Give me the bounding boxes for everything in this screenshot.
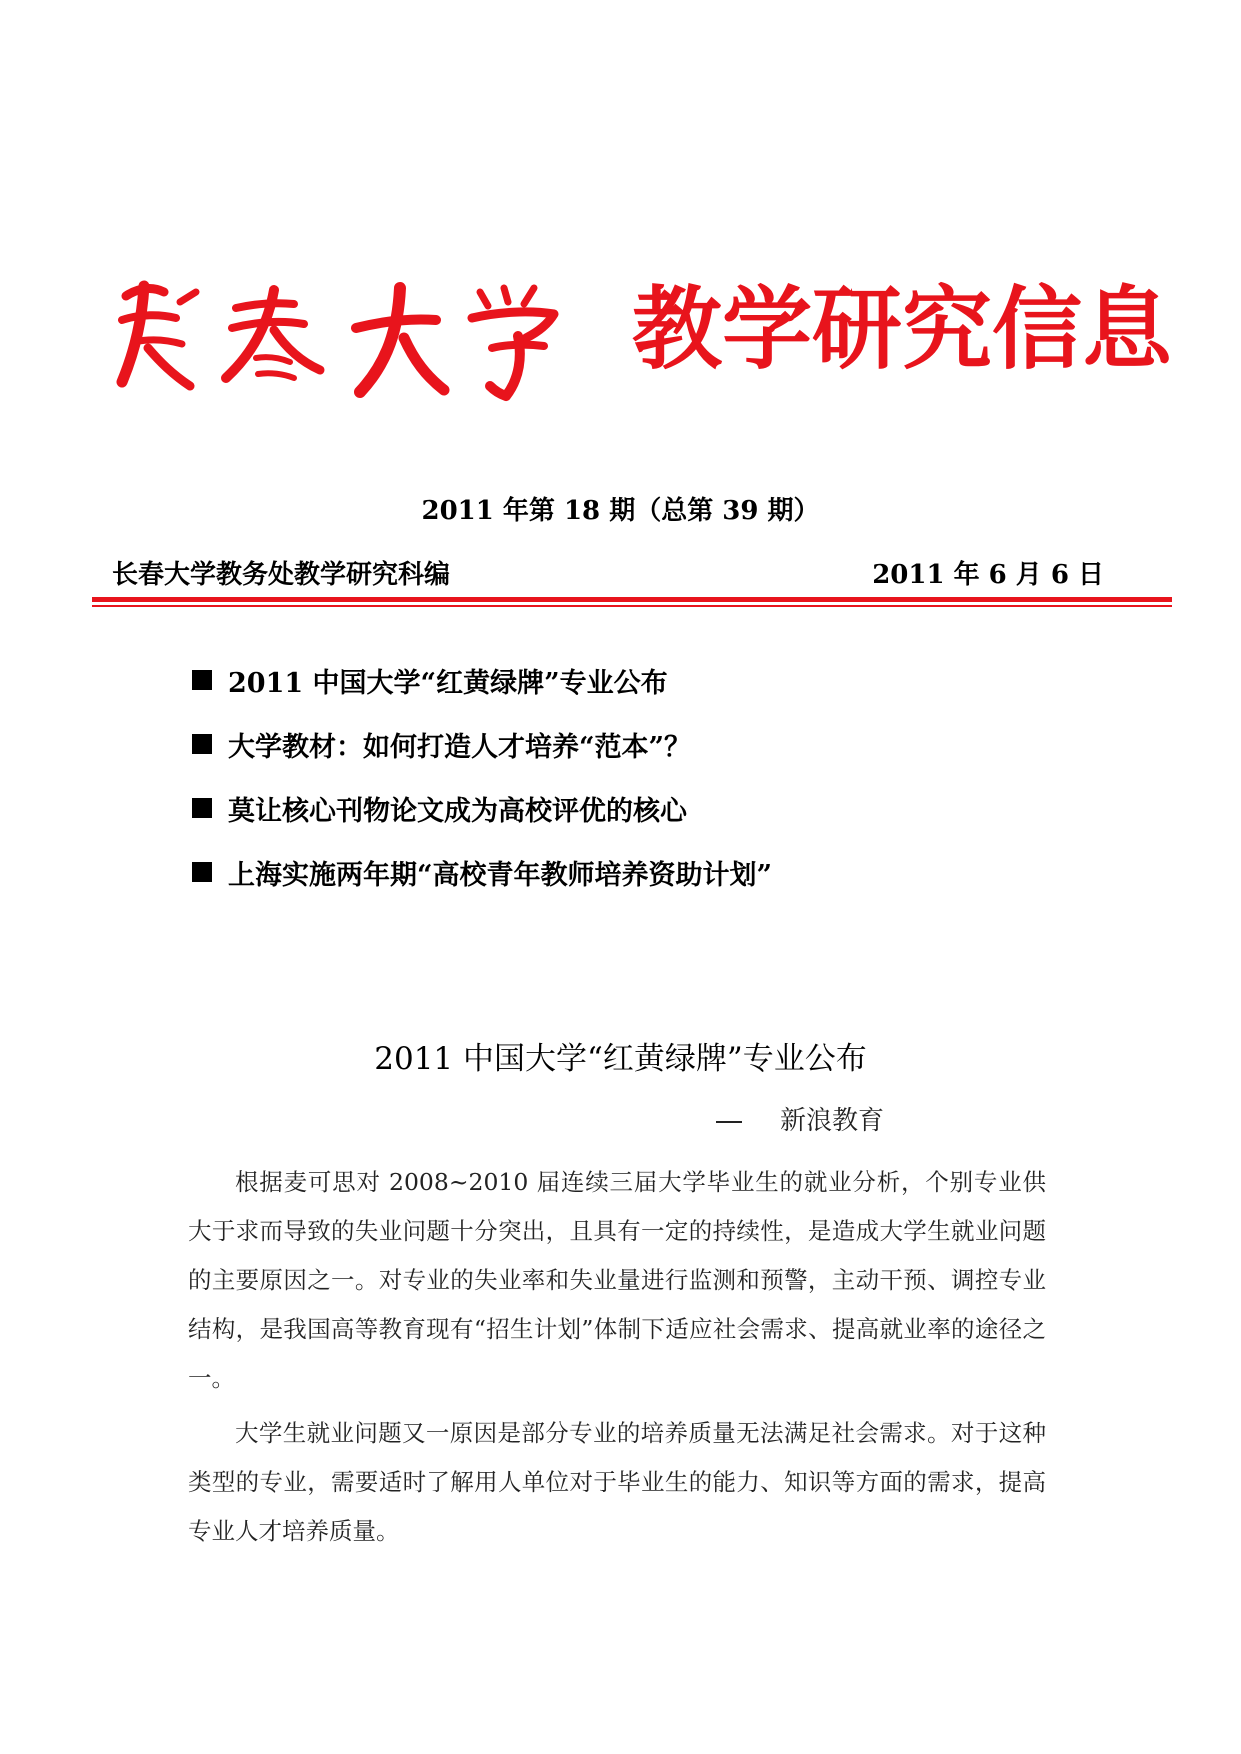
article-title: 2011 中国大学“红黄绿牌”专业公布 bbox=[374, 1041, 867, 1077]
toc-item bbox=[192, 776, 772, 840]
toc-item bbox=[192, 840, 772, 904]
square-bullet-icon bbox=[192, 670, 212, 690]
article-body bbox=[188, 1158, 1046, 1562]
issue-number: 2011 年第 18 期（总第 39 期） bbox=[421, 496, 820, 526]
university-calligraphy-logo bbox=[108, 278, 568, 408]
article-source-name: 新浪教育 bbox=[780, 1106, 885, 1136]
article-paragraph: 大学生就业问题又一原因是部分专业的培养质量无法满足社会需求。对于这种类型的专业，需要适时了解用人单位对于毕业生的能力、知识等方面的需求，提高专业人才培养质量。 bbox=[188, 1419, 1046, 1545]
editor-line: 长春大学教务处教学研究科编 bbox=[112, 560, 451, 590]
header-divider-thin bbox=[92, 605, 1172, 607]
toc-item bbox=[192, 648, 772, 712]
article-paragraph: 根据麦可思对 2008~2010 届连续三届大学毕业生的就业分析，个别专业供大于求而导致的失业问题十分突出，且具有一定的持续性，是造成大学生就业问题的主要原因之一。对专业的失业率和失业量进行监测和预警，主动干预、调控专业结构，是我国高等教育现有“招生计划”体制下适应社会需求、提高就业率的途径之一。 bbox=[188, 1168, 1046, 1392]
toc-item-label: 2011 中国大学“红黄绿牌”专业公布 bbox=[228, 667, 668, 699]
toc-item-label: 上海实施两年期“高校青年教师培养资助计划” bbox=[228, 859, 773, 891]
toc-item bbox=[192, 712, 772, 776]
toc-item-label: 大学教材：如何打造人才培养“范本”？ bbox=[228, 731, 692, 763]
em-dash-icon bbox=[716, 1121, 742, 1123]
article-source bbox=[716, 1100, 884, 1137]
square-bullet-icon bbox=[192, 862, 212, 882]
publish-date: 2011 年 6 月 6 日 bbox=[872, 560, 1104, 590]
square-bullet-icon bbox=[192, 798, 212, 818]
header-divider-thick bbox=[92, 597, 1172, 602]
toc-item-label: 莫让核心刊物论文成为高校评优的核心 bbox=[228, 795, 687, 827]
table-of-contents bbox=[192, 648, 772, 904]
bulletin-title: 教学研究信息 bbox=[632, 277, 1172, 382]
square-bullet-icon bbox=[192, 734, 212, 754]
